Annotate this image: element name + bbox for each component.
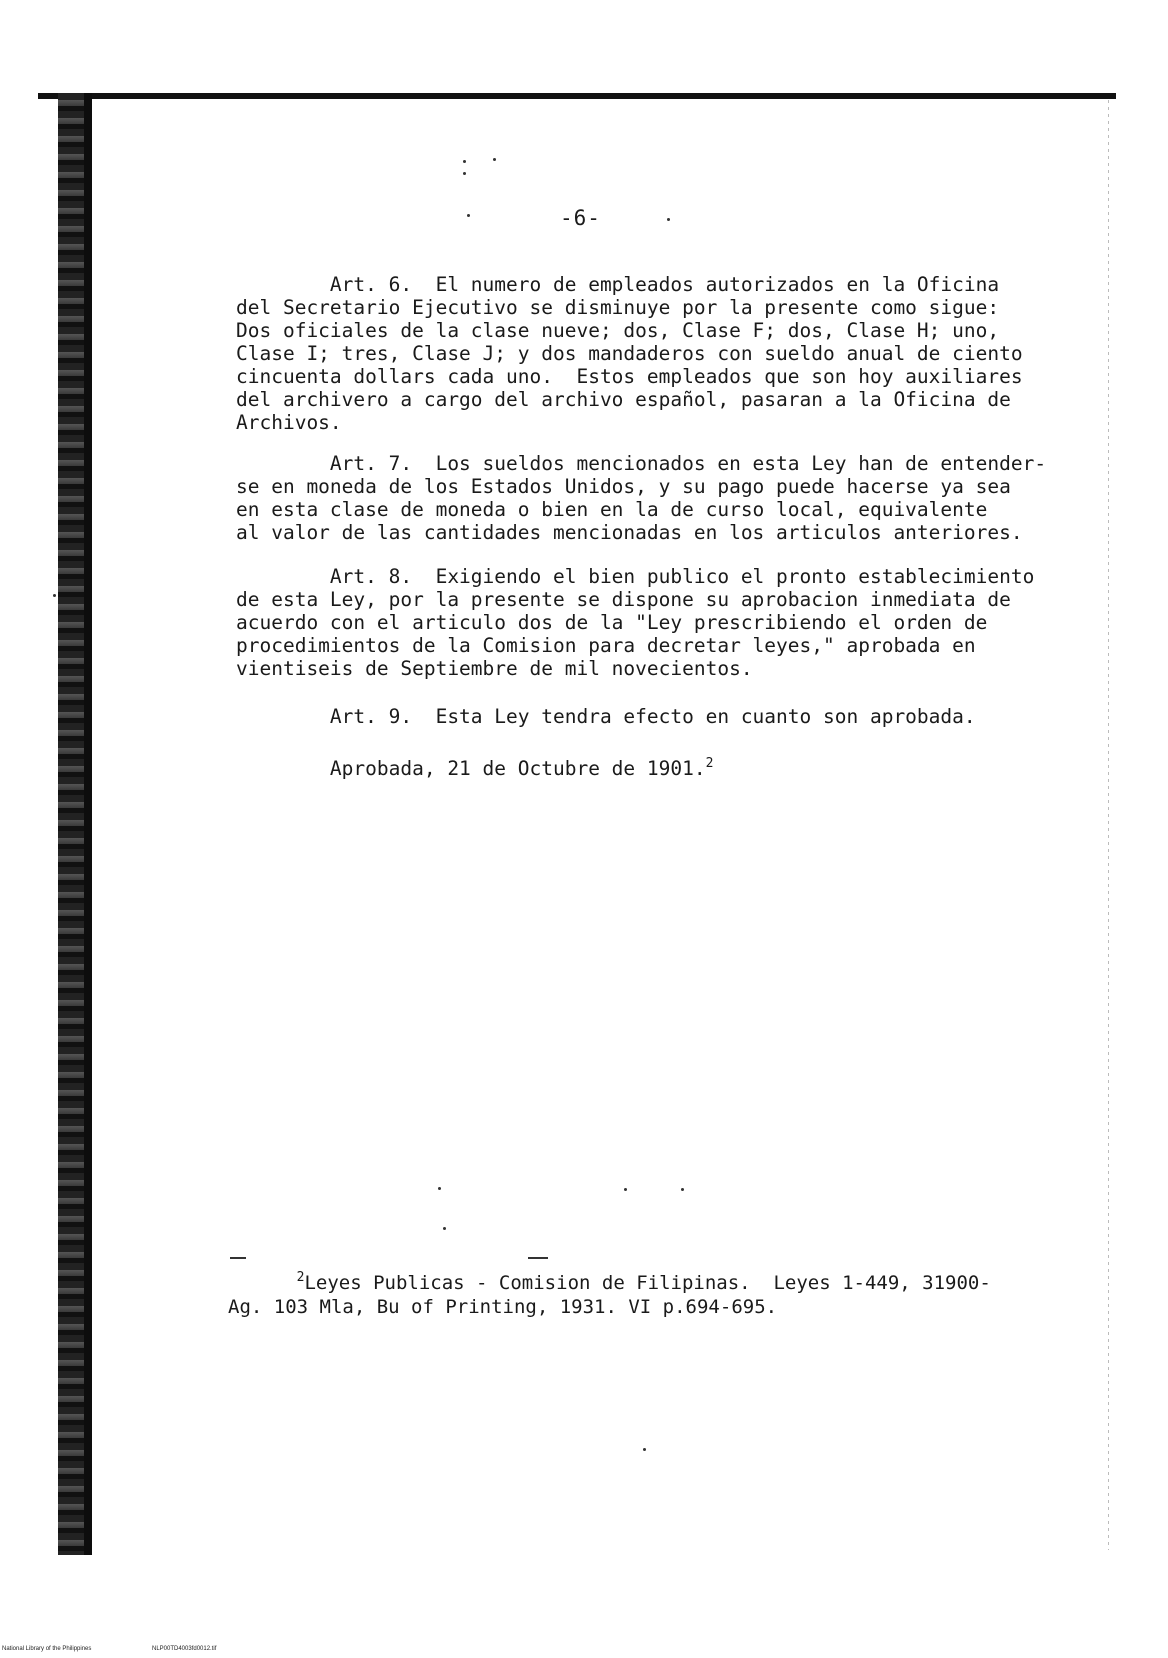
page-number: -6- xyxy=(560,206,601,230)
approval-text: Aprobada, 21 de Octubre de 1901. xyxy=(236,757,706,780)
article-6-line: Archivos. xyxy=(236,411,342,434)
article-6-line: cincuenta dollars cada uno. Estos empleados que son hoy auxiliares xyxy=(236,365,1023,388)
archive-file-id: NLP00TD4003fd0012.tif xyxy=(152,1646,217,1652)
scan-speck xyxy=(493,158,496,161)
article-6-line: Clase I; tres, Clase J; y dos mandaderos con sueldo anual de ciento xyxy=(236,342,1023,365)
scan-speck xyxy=(463,160,466,163)
article-7-line: Art. 7. Los sueldos mencionados en esta Ley han de entender- xyxy=(236,452,1047,475)
footnote-divider xyxy=(230,1257,550,1259)
footnote-mark: 2 xyxy=(296,1270,305,1285)
article-9-paragraph xyxy=(236,705,1056,728)
scan-speck xyxy=(443,1227,446,1230)
scan-speck xyxy=(643,1448,646,1451)
scan-speck xyxy=(463,172,466,175)
article-7-paragraph xyxy=(236,452,1056,544)
approval-date xyxy=(236,752,1056,780)
article-9-line: Art. 9. Esta Ley tendra efecto en cuanto son aprobada. xyxy=(236,705,976,728)
article-7-line: al valor de las cantidades mencionadas en los articulos anteriores. xyxy=(236,521,1023,544)
article-6-line: Art. 6. El numero de empleados autorizados en la Oficina xyxy=(236,273,1000,296)
article-8-line: acuerdo con el articulo dos de la "Ley prescribiendo el orden de xyxy=(236,611,988,634)
footnote xyxy=(228,1266,1078,1319)
footnote-line: Ag. 103 Mla, Bu of Printing, 1931. VI p.694-695. xyxy=(228,1296,778,1318)
article-6-paragraph xyxy=(236,273,1056,434)
footnote-line: Leyes Publicas - Comision de Filipinas. Leyes 1-449, 31900- xyxy=(304,1272,991,1294)
scan-speck xyxy=(53,594,56,597)
scan-speck xyxy=(467,214,470,217)
scan-speck xyxy=(438,1187,441,1190)
article-8-line: de esta Ley, por la presente se dispone su aprobacion inmediata de xyxy=(236,588,1011,611)
article-8-paragraph xyxy=(236,565,1056,680)
page-border-top xyxy=(38,93,1116,99)
article-7-line: se en moneda de los Estados Unidos, y su pago puede hacerse ya sea xyxy=(236,475,1011,498)
scan-speck xyxy=(667,218,670,221)
binding-edge-shadow xyxy=(84,93,92,1555)
approval-footnote-mark: 2 xyxy=(705,756,714,771)
article-6-line: del Secretario Ejecutivo se disminuye por la presente como sigue: xyxy=(236,296,1000,319)
footnote-divider xyxy=(528,1257,548,1259)
scan-speck xyxy=(624,1188,627,1191)
archive-institution: National Library of the Philippines xyxy=(2,1646,92,1652)
article-6-line: Dos oficiales de la clase nueve; dos, Clase F; dos, Clase H; uno, xyxy=(236,319,1000,342)
article-7-line: en esta clase de moneda o bien en la de curso local, equivalente xyxy=(236,498,988,521)
article-8-line: Art. 8. Exigiendo el bien publico el pronto establecimiento xyxy=(236,565,1035,588)
page-border-right xyxy=(1108,100,1109,1550)
article-6-line: del archivero a cargo del archivo español, pasaran a la Oficina de xyxy=(236,388,1011,411)
article-8-line: vientiseis de Septiembre de mil novecientos. xyxy=(236,657,753,680)
scan-speck xyxy=(681,1188,684,1191)
article-8-line: procedimientos de la Comision para decretar leyes," aprobada en xyxy=(236,634,976,657)
